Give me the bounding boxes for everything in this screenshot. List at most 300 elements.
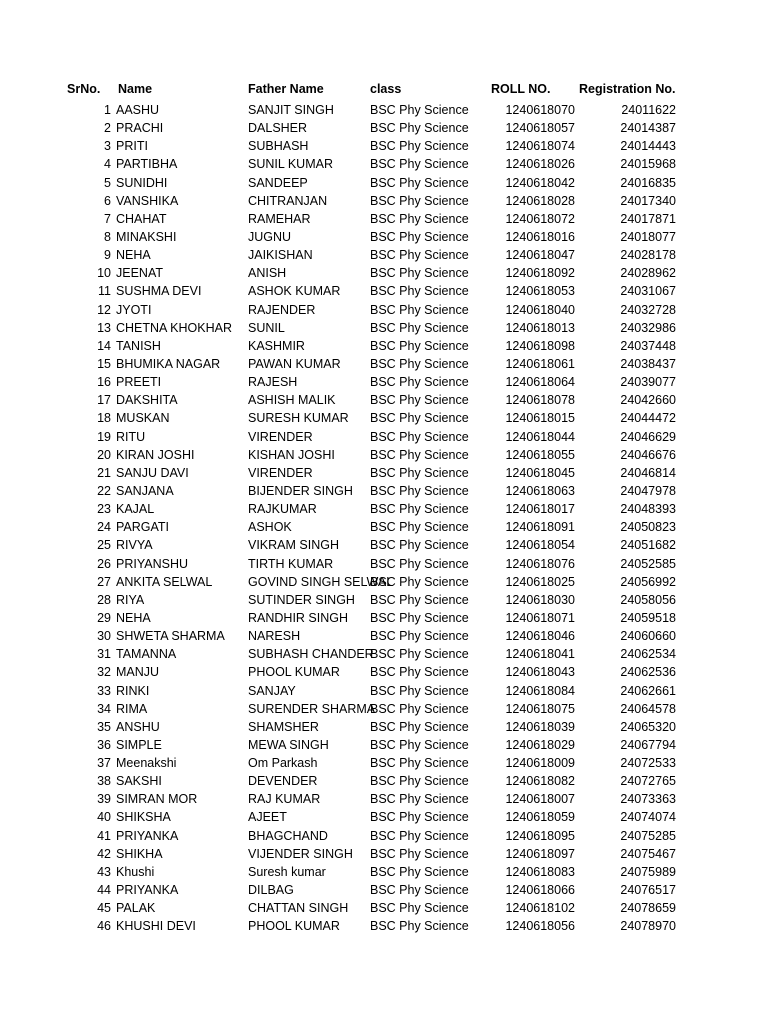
cell-roll-no: 1240618078 (505, 393, 575, 408)
cell-registration-no: 24072765 (620, 774, 676, 789)
table-row (0, 391, 768, 409)
cell-srno: 14 (97, 338, 111, 353)
cell-roll-no: 1240618064 (505, 375, 575, 390)
header-name: Name (118, 82, 153, 96)
table-row (0, 863, 768, 881)
cell-father-name: AJEET (248, 810, 287, 825)
cell-father-name: RAJESH (248, 375, 298, 390)
cell-name: CHAHAT (116, 211, 167, 226)
cell-name: PRITI (116, 139, 148, 154)
cell-name: RINKI (116, 683, 150, 698)
cell-roll-no: 1240618070 (505, 103, 575, 117)
cell-registration-no: 24015968 (620, 157, 676, 172)
cell-roll-no: 1240618083 (505, 864, 575, 879)
cell-class: BSC Phy Science (370, 447, 469, 462)
cell-roll-no: 1240618042 (505, 175, 575, 190)
cell-registration-no: 24067794 (620, 737, 676, 752)
cell-registration-no: 24017340 (620, 193, 676, 208)
cell-registration-no: 24016835 (620, 175, 676, 190)
cell-class: BSC Phy Science (370, 483, 469, 498)
cell-registration-no: 24059518 (620, 610, 676, 625)
cell-class: BSC Phy Science (370, 338, 469, 353)
cell-roll-no: 1240618066 (505, 883, 575, 898)
cell-roll-no: 1240618026 (505, 157, 575, 172)
cell-srno: 12 (97, 302, 111, 317)
cell-registration-no: 24017871 (620, 211, 676, 226)
table-row (0, 174, 768, 192)
cell-registration-no: 24064578 (620, 701, 676, 716)
cell-registration-no: 24032986 (620, 320, 676, 335)
cell-class: BSC Phy Science (370, 556, 469, 571)
cell-name: CHETNA KHOKHAR (116, 320, 232, 335)
cell-srno: 7 (104, 211, 111, 226)
cell-name: TANISH (116, 338, 161, 353)
table-body (0, 101, 768, 935)
table-row (0, 536, 768, 554)
cell-roll-no: 1240618007 (505, 792, 575, 807)
cell-srno: 3 (104, 139, 111, 154)
cell-name: RIMA (116, 701, 148, 716)
cell-class: BSC Phy Science (370, 502, 469, 517)
cell-srno: 41 (97, 828, 111, 843)
cell-name: MUSKAN (116, 411, 170, 426)
cell-class: BSC Phy Science (370, 211, 469, 226)
table-row (0, 155, 768, 173)
cell-roll-no: 1240618041 (505, 647, 575, 662)
cell-name: SIMPLE (116, 737, 162, 752)
cell-name: RIYA (116, 592, 145, 607)
cell-name: NEHA (116, 610, 151, 625)
cell-father-name: PHOOL KUMAR (248, 919, 340, 934)
table-row (0, 137, 768, 155)
cell-registration-no: 24062661 (620, 683, 676, 698)
cell-roll-no: 1240618095 (505, 828, 575, 843)
cell-class: BSC Phy Science (370, 248, 469, 263)
cell-class: BSC Phy Science (370, 302, 469, 317)
cell-father-name: Om Parkash (248, 756, 318, 771)
table-row (0, 192, 768, 210)
table-row (0, 754, 768, 772)
cell-srno: 22 (97, 483, 111, 498)
cell-class: BSC Phy Science (370, 175, 469, 190)
cell-roll-no: 1240618056 (505, 919, 575, 934)
cell-roll-no: 1240618098 (505, 338, 575, 353)
table-row (0, 881, 768, 899)
cell-srno: 34 (97, 701, 111, 716)
cell-srno: 26 (97, 556, 111, 571)
table-row (0, 355, 768, 373)
cell-father-name: SURESH KUMAR (248, 411, 349, 426)
cell-registration-no: 24062536 (620, 665, 676, 680)
cell-class: BSC Phy Science (370, 919, 469, 934)
cell-srno: 19 (97, 429, 111, 444)
cell-class: BSC Phy Science (370, 429, 469, 444)
cell-registration-no: 24014443 (620, 139, 676, 154)
cell-registration-no: 24056992 (620, 574, 676, 589)
cell-registration-no: 24073363 (620, 792, 676, 807)
cell-father-name: ASHOK (248, 520, 292, 535)
cell-class: BSC Phy Science (370, 393, 469, 408)
cell-registration-no: 24028178 (620, 248, 676, 263)
cell-father-name: VIKRAM SINGH (248, 538, 339, 553)
table-row (0, 500, 768, 518)
cell-registration-no: 24075285 (620, 828, 676, 843)
cell-class: BSC Phy Science (370, 574, 469, 589)
cell-registration-no: 24065320 (620, 719, 676, 734)
cell-srno: 8 (104, 229, 111, 244)
cell-name: ANKITA SELWAL (116, 574, 213, 589)
cell-class: BSC Phy Science (370, 864, 469, 879)
header-srno: SrNo. (67, 82, 101, 96)
table-row (0, 917, 768, 935)
cell-registration-no: 24078659 (620, 901, 676, 916)
cell-class: BSC Phy Science (370, 647, 469, 662)
cell-name: PRIYANSHU (116, 556, 189, 571)
cell-roll-no: 1240618043 (505, 665, 575, 680)
cell-roll-no: 1240618071 (505, 610, 575, 625)
cell-name: SUNIDHI (116, 175, 168, 190)
cell-father-name: BIJENDER SINGH (248, 483, 353, 498)
cell-roll-no: 1240618016 (505, 229, 575, 244)
cell-father-name: CHITRANJAN (248, 193, 328, 208)
cell-name: MANJU (116, 665, 160, 680)
cell-roll-no: 1240618025 (505, 574, 575, 589)
cell-srno: 24 (97, 520, 111, 535)
cell-name: Meenakshi (116, 756, 177, 771)
cell-name: Khushi (116, 864, 155, 879)
cell-name: SANJANA (116, 483, 174, 498)
table-row (0, 827, 768, 845)
cell-name: PALAK (116, 901, 156, 916)
table-row (0, 446, 768, 464)
cell-class: BSC Phy Science (370, 592, 469, 607)
cell-roll-no: 1240618084 (505, 683, 575, 698)
cell-srno: 44 (97, 883, 111, 898)
cell-srno: 37 (97, 756, 111, 771)
cell-srno: 2 (104, 121, 111, 136)
header-class: class (370, 82, 402, 96)
cell-srno: 17 (97, 393, 111, 408)
cell-father-name: RANDHIR SINGH (248, 610, 349, 625)
table-row (0, 899, 768, 917)
table-row (0, 591, 768, 609)
cell-registration-no: 24047978 (620, 483, 676, 498)
cell-srno: 32 (97, 665, 111, 680)
cell-name: KHUSHI DEVI (116, 919, 196, 934)
table-row (0, 246, 768, 264)
cell-father-name: SUBHASH CHANDER (248, 647, 374, 662)
cell-name: PARGATI (116, 520, 170, 535)
cell-registration-no: 24028962 (620, 266, 676, 281)
cell-roll-no: 1240618040 (505, 302, 575, 317)
cell-name: RITU (116, 429, 146, 444)
cell-class: BSC Phy Science (370, 320, 469, 335)
cell-class: BSC Phy Science (370, 683, 469, 698)
cell-father-name: MEWA SINGH (248, 737, 329, 752)
cell-class: BSC Phy Science (370, 701, 469, 716)
cell-registration-no: 24052585 (620, 556, 676, 571)
cell-father-name: ANISH (248, 266, 287, 281)
cell-class: BSC Phy Science (370, 520, 469, 535)
cell-registration-no: 24050823 (620, 520, 676, 535)
table-row (0, 337, 768, 355)
cell-father-name: VIJENDER SINGH (248, 846, 353, 861)
table-row (0, 301, 768, 319)
cell-srno: 16 (97, 375, 111, 390)
table-row (0, 319, 768, 337)
table-row (0, 518, 768, 536)
cell-roll-no: 1240618061 (505, 356, 575, 371)
cell-name: TAMANNA (116, 647, 177, 662)
table-row (0, 682, 768, 700)
cell-srno: 25 (97, 538, 111, 553)
cell-name: SHIKSHA (116, 810, 171, 825)
cell-class: BSC Phy Science (370, 901, 469, 916)
header-father-name: Father Name (248, 82, 324, 96)
cell-class: BSC Phy Science (370, 665, 469, 680)
cell-class: BSC Phy Science (370, 103, 469, 117)
cell-roll-no: 1240618055 (505, 447, 575, 462)
table-row (0, 101, 768, 119)
cell-father-name: JAIKISHAN (248, 248, 313, 263)
cell-registration-no: 24011622 (621, 103, 676, 117)
cell-name: PREETI (116, 375, 162, 390)
cell-srno: 46 (97, 919, 111, 934)
cell-class: BSC Phy Science (370, 774, 469, 789)
cell-srno: 28 (97, 592, 111, 607)
cell-name: SAKSHI (116, 774, 162, 789)
cell-father-name: RAJENDER (248, 302, 316, 317)
cell-srno: 9 (104, 248, 111, 263)
table-row (0, 119, 768, 137)
cell-roll-no: 1240618045 (505, 465, 575, 480)
cell-name: ANSHU (116, 719, 160, 734)
table-row (0, 663, 768, 681)
cell-registration-no: 24039077 (620, 375, 676, 390)
cell-class: BSC Phy Science (370, 121, 469, 136)
table-row (0, 736, 768, 754)
cell-name: DAKSHITA (116, 393, 178, 408)
table-row (0, 808, 768, 826)
cell-father-name: TIRTH KUMAR (248, 556, 334, 571)
table-row (0, 609, 768, 627)
cell-father-name: ASHISH MALIK (248, 393, 336, 408)
cell-srno: 21 (97, 465, 111, 480)
cell-name: PARTIBHA (116, 157, 178, 172)
cell-father-name: GOVIND SINGH SELWAL (248, 574, 394, 589)
cell-roll-no: 1240618054 (505, 538, 575, 553)
cell-srno: 5 (104, 175, 111, 190)
cell-class: BSC Phy Science (370, 229, 469, 244)
table-row (0, 627, 768, 645)
cell-name: PRIYANKA (116, 828, 179, 843)
cell-registration-no: 24075467 (620, 846, 676, 861)
cell-srno: 20 (97, 447, 111, 462)
cell-registration-no: 24031067 (620, 284, 676, 299)
cell-father-name: DILBAG (248, 883, 294, 898)
cell-class: BSC Phy Science (370, 828, 469, 843)
cell-name: KIRAN JOSHI (116, 447, 195, 462)
cell-name: JYOTI (116, 302, 152, 317)
cell-name: SANJU DAVI (116, 465, 189, 480)
table-row (0, 645, 768, 663)
cell-srno: 15 (97, 356, 111, 371)
cell-class: BSC Phy Science (370, 411, 469, 426)
cell-roll-no: 1240618063 (505, 483, 575, 498)
cell-roll-no: 1240618053 (505, 284, 575, 299)
cell-roll-no: 1240618097 (505, 846, 575, 861)
cell-class: BSC Phy Science (370, 375, 469, 390)
cell-name: SUSHMA DEVI (116, 284, 202, 299)
cell-class: BSC Phy Science (370, 810, 469, 825)
cell-father-name: PAWAN KUMAR (248, 356, 341, 371)
table-row (0, 228, 768, 246)
cell-father-name: SUNIL (248, 320, 285, 335)
cell-name: VANSHIKA (116, 193, 179, 208)
cell-class: BSC Phy Science (370, 465, 469, 480)
cell-roll-no: 1240618046 (505, 629, 575, 644)
table-row (0, 718, 768, 736)
header-roll-no: ROLL NO. (491, 82, 551, 96)
cell-srno: 38 (97, 774, 111, 789)
cell-roll-no: 1240618015 (505, 411, 575, 426)
cell-father-name: CHATTAN SINGH (248, 901, 349, 916)
cell-srno: 39 (97, 792, 111, 807)
cell-class: BSC Phy Science (370, 266, 469, 281)
cell-father-name: KASHMIR (248, 338, 305, 353)
cell-father-name: SANJAY (248, 683, 296, 698)
cell-father-name: SUTINDER SINGH (248, 592, 355, 607)
cell-registration-no: 24074074 (620, 810, 676, 825)
table-row (0, 373, 768, 391)
cell-name: KAJAL (116, 502, 155, 517)
cell-father-name: PHOOL KUMAR (248, 665, 340, 680)
table-row (0, 464, 768, 482)
cell-srno: 6 (104, 193, 111, 208)
cell-registration-no: 24038437 (620, 356, 676, 371)
cell-class: BSC Phy Science (370, 610, 469, 625)
cell-roll-no: 1240618092 (505, 266, 575, 281)
cell-srno: 13 (97, 320, 111, 335)
table-row (0, 264, 768, 282)
cell-roll-no: 1240618091 (505, 520, 575, 535)
table-row (0, 409, 768, 427)
cell-name: MINAKSHI (116, 229, 177, 244)
cell-father-name: KISHAN JOSHI (248, 447, 335, 462)
cell-srno: 33 (97, 683, 111, 698)
cell-class: BSC Phy Science (370, 629, 469, 644)
cell-registration-no: 24044472 (620, 411, 676, 426)
cell-roll-no: 1240618076 (505, 556, 575, 571)
cell-registration-no: 24014387 (620, 121, 676, 136)
cell-father-name: DEVENDER (248, 774, 318, 789)
cell-srno: 43 (97, 864, 111, 879)
cell-srno: 10 (97, 266, 111, 281)
cell-roll-no: 1240618047 (505, 248, 575, 263)
cell-father-name: RAJ KUMAR (248, 792, 321, 807)
cell-roll-no: 1240618039 (505, 719, 575, 734)
cell-name: SHWETA SHARMA (116, 629, 225, 644)
table-row (0, 428, 768, 446)
cell-roll-no: 1240618017 (505, 502, 575, 517)
table-row (0, 772, 768, 790)
cell-roll-no: 1240618009 (505, 756, 575, 771)
cell-srno: 35 (97, 719, 111, 734)
table-row (0, 573, 768, 591)
cell-srno: 4 (104, 157, 111, 172)
cell-father-name: SANJIT SINGH (248, 103, 334, 117)
cell-roll-no: 1240618075 (505, 701, 575, 716)
cell-registration-no: 24060660 (620, 629, 676, 644)
cell-srno: 45 (97, 901, 111, 916)
header-registration-no: Registration No. (579, 82, 676, 96)
cell-name: PRIYANKA (116, 883, 179, 898)
cell-name: JEENAT (116, 266, 163, 281)
cell-father-name: VIRENDER (248, 465, 313, 480)
cell-registration-no: 24058056 (620, 592, 676, 607)
cell-registration-no: 24051682 (620, 538, 676, 553)
table-row (0, 555, 768, 573)
table-row (0, 845, 768, 863)
cell-father-name: SHAMSHER (248, 719, 319, 734)
cell-father-name: ASHOK KUMAR (248, 284, 341, 299)
cell-father-name: SANDEEP (248, 175, 308, 190)
cell-roll-no: 1240618057 (505, 121, 575, 136)
table-row (0, 282, 768, 300)
cell-name: SIMRAN MOR (116, 792, 198, 807)
cell-srno: 23 (97, 502, 111, 517)
cell-srno: 27 (97, 574, 111, 589)
cell-roll-no: 1240618074 (505, 139, 575, 154)
cell-registration-no: 24062534 (620, 647, 676, 662)
cell-registration-no: 24046629 (620, 429, 676, 444)
cell-father-name: VIRENDER (248, 429, 313, 444)
cell-father-name: SUNIL KUMAR (248, 157, 333, 172)
cell-srno: 30 (97, 629, 111, 644)
table-row (0, 700, 768, 718)
cell-name: PRACHI (116, 121, 164, 136)
cell-srno: 11 (98, 284, 111, 299)
table-row (0, 790, 768, 808)
cell-class: BSC Phy Science (370, 356, 469, 371)
cell-registration-no: 24075989 (620, 864, 676, 879)
cell-class: BSC Phy Science (370, 538, 469, 553)
cell-father-name: RAJKUMAR (248, 502, 317, 517)
cell-class: BSC Phy Science (370, 193, 469, 208)
cell-father-name: BHAGCHAND (248, 828, 328, 843)
cell-registration-no: 24048393 (620, 502, 676, 517)
cell-name: NEHA (116, 248, 151, 263)
table-row (0, 210, 768, 228)
cell-name: AASHU (116, 103, 160, 117)
cell-registration-no: 24046814 (620, 465, 676, 480)
cell-roll-no: 1240618028 (505, 193, 575, 208)
cell-father-name: DALSHER (248, 121, 308, 136)
cell-class: BSC Phy Science (370, 157, 469, 172)
cell-father-name: SURENDER SHARMA (248, 701, 376, 716)
cell-srno: 31 (97, 647, 111, 662)
cell-father-name: Suresh kumar (248, 864, 326, 879)
cell-registration-no: 24072533 (620, 756, 676, 771)
table-header (0, 82, 768, 100)
cell-registration-no: 24018077 (620, 229, 676, 244)
cell-srno: 36 (97, 737, 111, 752)
cell-srno: 1 (104, 103, 111, 117)
cell-class: BSC Phy Science (370, 737, 469, 752)
cell-roll-no: 1240618059 (505, 810, 575, 825)
cell-registration-no: 24032728 (620, 302, 676, 317)
cell-father-name: NARESH (248, 629, 301, 644)
